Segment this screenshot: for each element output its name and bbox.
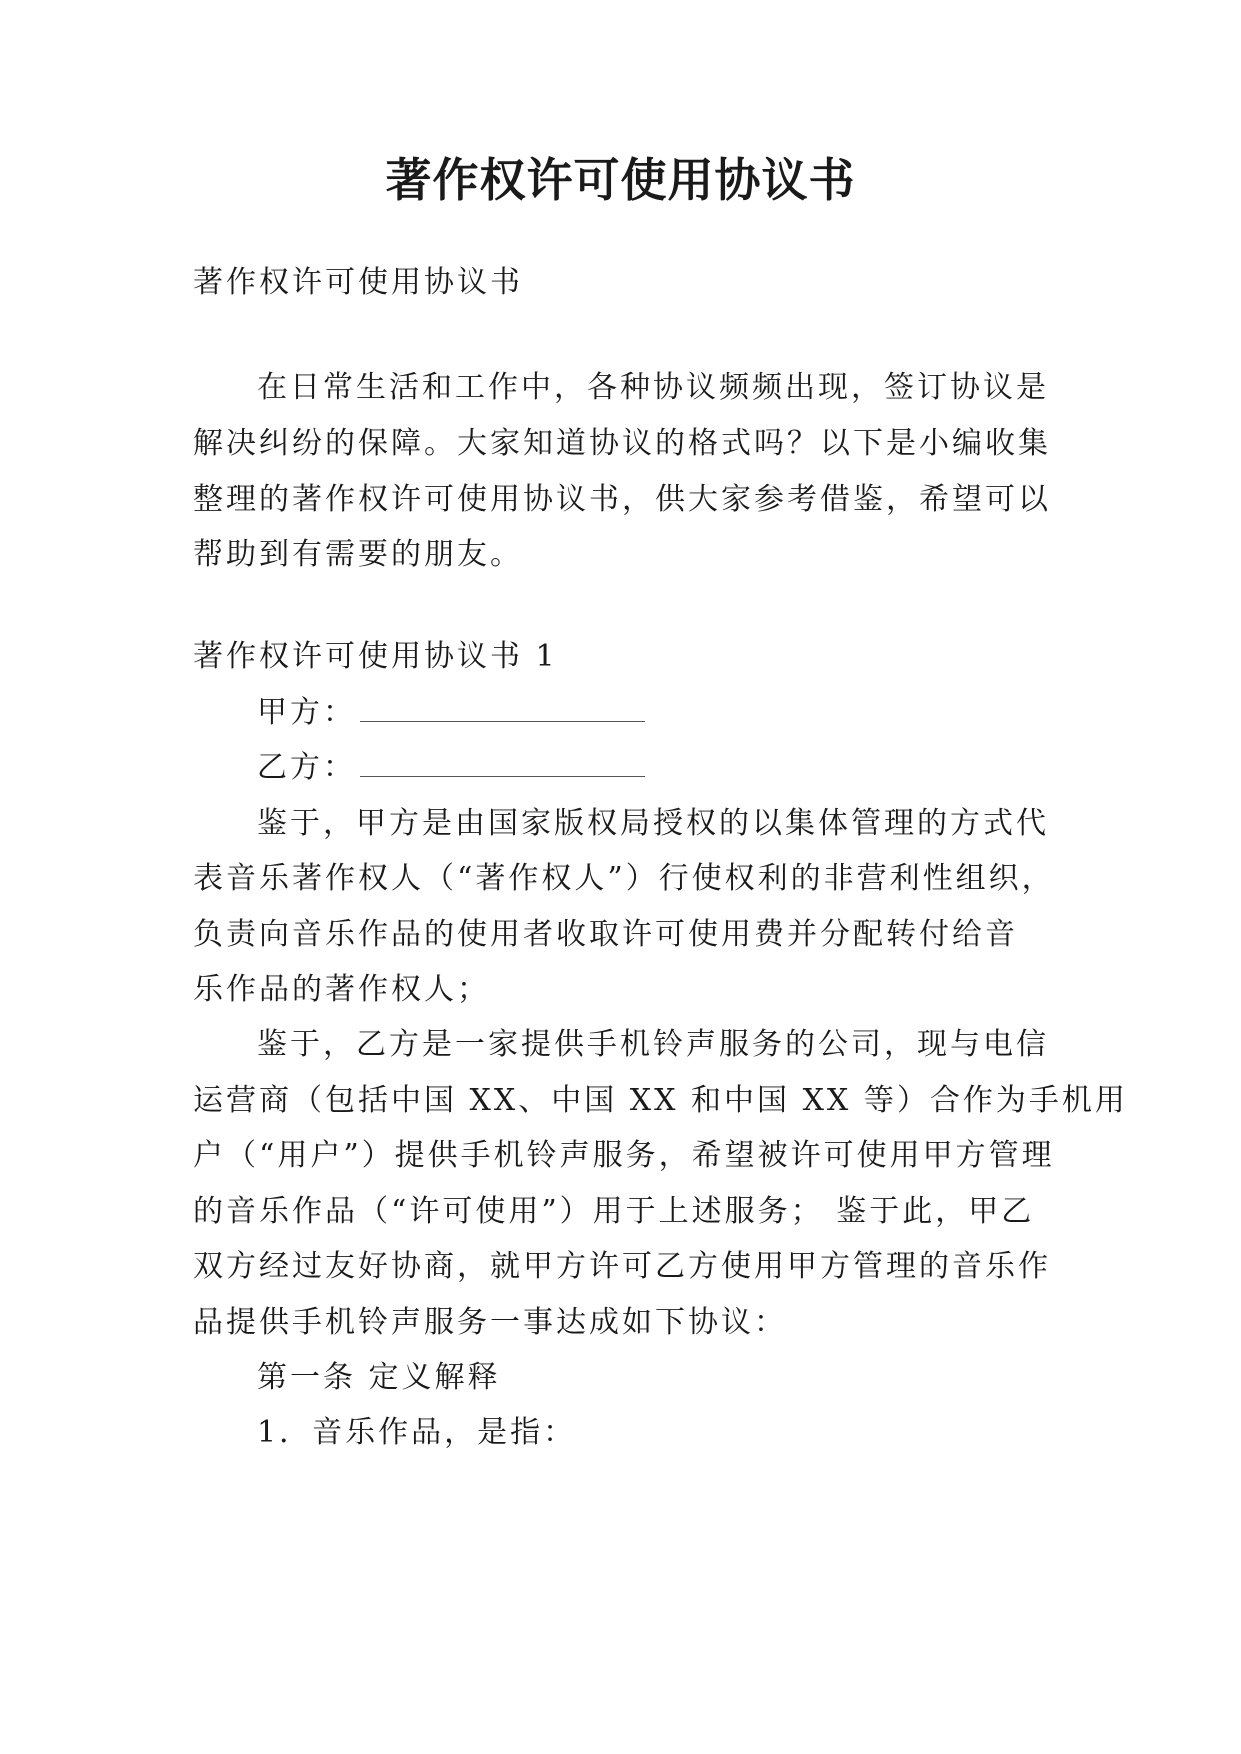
para1-line-3: 负责向音乐作品的使用者收取许可使用费并分配转付给音 bbox=[193, 917, 1018, 952]
party-b-label: 乙方： bbox=[257, 750, 356, 785]
section-heading: 著作权许可使用协议书 1 bbox=[193, 639, 558, 674]
para1-line-4: 乐作品的著作权人； bbox=[193, 972, 490, 1007]
intro-line-4: 帮助到有需要的朋友。 bbox=[193, 537, 523, 572]
party-a-row bbox=[257, 693, 645, 733]
party-b-row bbox=[257, 748, 645, 788]
para1-line-1: 鉴于，甲方是由国家版权局授权的以集体管理的方式代 bbox=[257, 806, 1049, 841]
document-title: 著作权许可使用协议书 bbox=[385, 153, 856, 207]
intro-line-1: 在日常生活和工作中，各种协议频频出现，签订协议是 bbox=[257, 370, 1049, 405]
party-b-blank bbox=[360, 750, 645, 777]
document-subtitle: 著作权许可使用协议书 bbox=[193, 265, 523, 300]
para1-line-2: 表音乐著作权人（“著作权人”）行使权利的非营利性组织， bbox=[193, 861, 1055, 896]
intro-line-2: 解决纠纷的保障。大家知道协议的格式吗？以下是小编收集 bbox=[193, 426, 1051, 461]
para2-line-2: 运营商（包括中国 XX、中国 XX 和中国 XX 等）合作为手机用 bbox=[193, 1083, 1128, 1118]
party-a-label: 甲方： bbox=[257, 695, 356, 730]
intro-line-3: 整理的著作权许可使用协议书，供大家参考借鉴，希望可以 bbox=[193, 482, 1051, 517]
article-heading: 第一条 定义解释 bbox=[257, 1360, 501, 1395]
para2-line-4: 的音乐作品（“许可使用”）用于上述服务； 鉴于此，甲乙 bbox=[193, 1194, 1035, 1229]
para2-line-3: 户（“用户”）提供手机铃声服务，希望被许可使用甲方管理 bbox=[193, 1138, 1055, 1173]
para2-line-5: 双方经过友好协商，就甲方许可乙方使用甲方管理的音乐作 bbox=[193, 1249, 1051, 1284]
article-item-1: 1．音乐作品，是指： bbox=[257, 1415, 577, 1450]
para2-line-6: 品提供手机铃声服务一事达成如下协议： bbox=[193, 1305, 787, 1340]
party-a-blank bbox=[360, 695, 645, 722]
para2-line-1: 鉴于，乙方是一家提供手机铃声服务的公司，现与电信 bbox=[257, 1027, 1049, 1062]
